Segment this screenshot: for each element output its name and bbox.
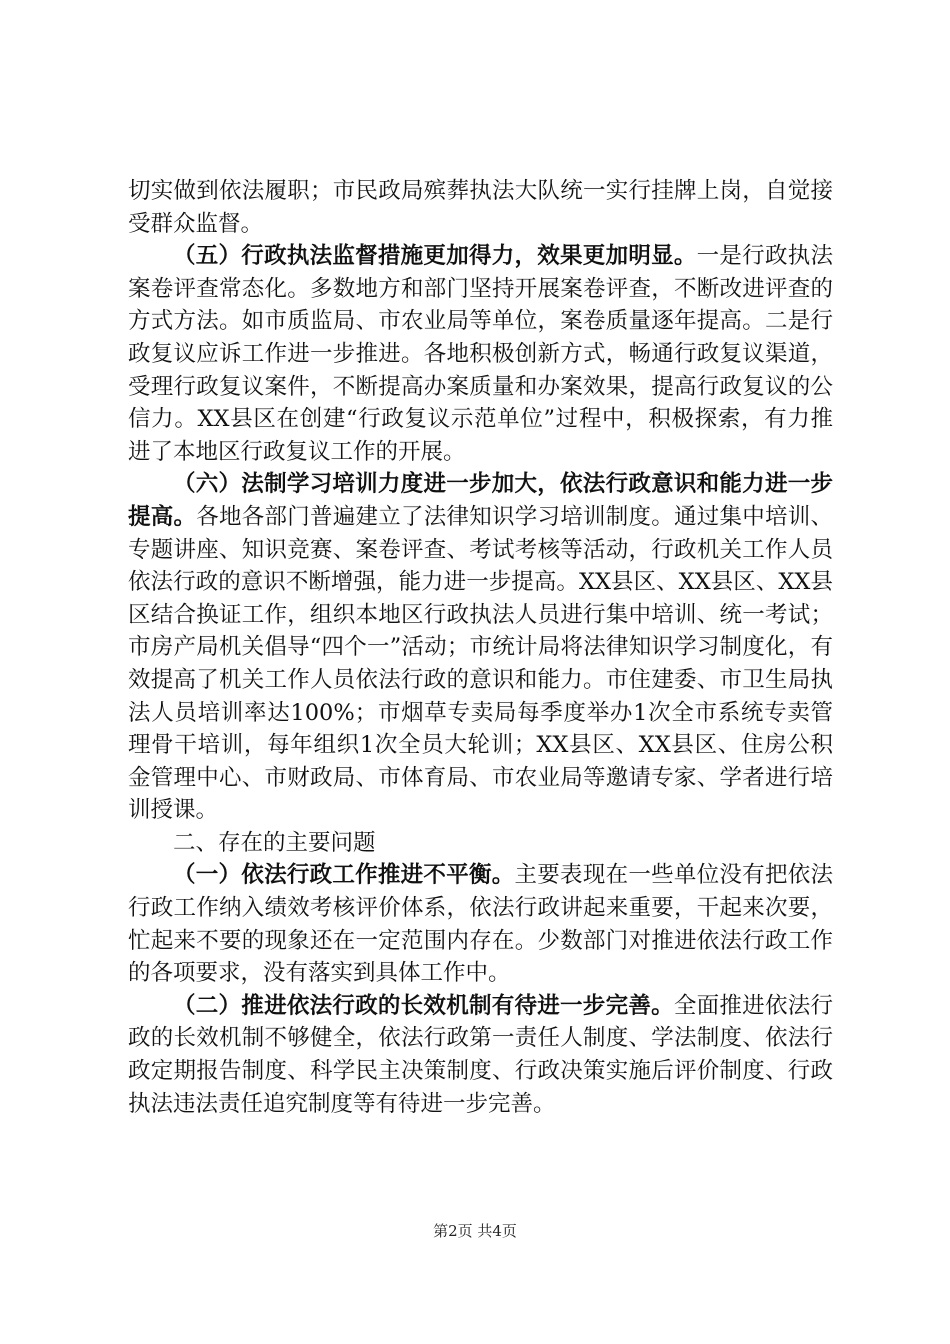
paragraph-body: 一是行政执法案卷评查常态化。多数地方和部门坚持开展案卷评查，不断改进评查的方式方法。如市质监局、市农业局等单位，案卷质量逐年提高。二是行政复议应诉工作进一步推进。各地积极创新方式，畅通行政复议渠道，受理行政复议案件，不断提高办案质量和办案效果，提高行政复议的公信力。XX县区在创建“行政复议示范单位”过程中，积极探索，有力推进了本地区行政复议工作的开展。: [128, 243, 833, 465]
page-footer: 第2页 共4页: [433, 1222, 517, 1240]
paragraph-lead: （六）法制学习培训力度进一步加大，依法行政意识和能力进一步提高。: [128, 471, 833, 530]
paragraph-problem-2: [128, 990, 833, 1120]
paragraph-continuation: [128, 175, 833, 240]
document-body: [128, 175, 833, 1120]
paragraph-lead: （二）推进依法行政的长效机制有待进一步完善。: [173, 992, 674, 1019]
paragraph-body: 主要表现在一些单位没有把依法行政工作纳入绩效考核评价体系，依法行政讲起来重要，干起来次要，忙起来不要的现象还在一定范围内存在。少数部门对推进依法行政工作的各项要求，没有落实到具体工作中。: [128, 862, 833, 987]
paragraph-item-5: [128, 240, 833, 468]
paragraph-item-6: [128, 468, 833, 827]
paragraph-body: 各地各部门普遍建立了法律知识学习培训制度。通过集中培训、专题讲座、知识竞赛、案卷评查、考试考核等活动，行政机关工作人员依法行政的意识不断增强，能力进一步提高。XX县区、XX县区、XX县区结合换证工作，组织本地区行政执法人员进行集中培训、统一考试；市房产局机关倡导“四个一”活动；市统计局将法律知识学习制度化，有效提高了机关工作人员依法行政的意识和能力。市住建委、市卫生局执法人员培训率达100%；市烟草专卖局每季度举办1次全市系统专卖管理骨干培训，每年组织1次全员大轮训；XX县区、XX县区、住房公积金管理中心、市财政局、市体育局、市农业局等邀请专家、学者进行培训授课。: [128, 503, 833, 824]
paragraph-lead: （一）依法行政工作推进不平衡。: [173, 862, 515, 889]
section-heading: 二、存在的主要问题: [173, 829, 376, 856]
paragraph-lead: （五）行政执法监督措施更加得力，效果更加明显。: [173, 243, 697, 270]
paragraph-body: 切实做到依法履职；市民政局殡葬执法大队统一实行挂牌上岗，自觉接受群众监督。: [128, 178, 833, 237]
paragraph-problem-1: [128, 859, 833, 989]
paragraph-body: 全面推进依法行政的长效机制不够健全，依法行政第一责任人制度、学法制度、依法行政定期报告制度、科学民主决策制度、行政决策实施后评价制度、行政执法违法责任追究制度等有待进一步完善。: [128, 992, 833, 1117]
